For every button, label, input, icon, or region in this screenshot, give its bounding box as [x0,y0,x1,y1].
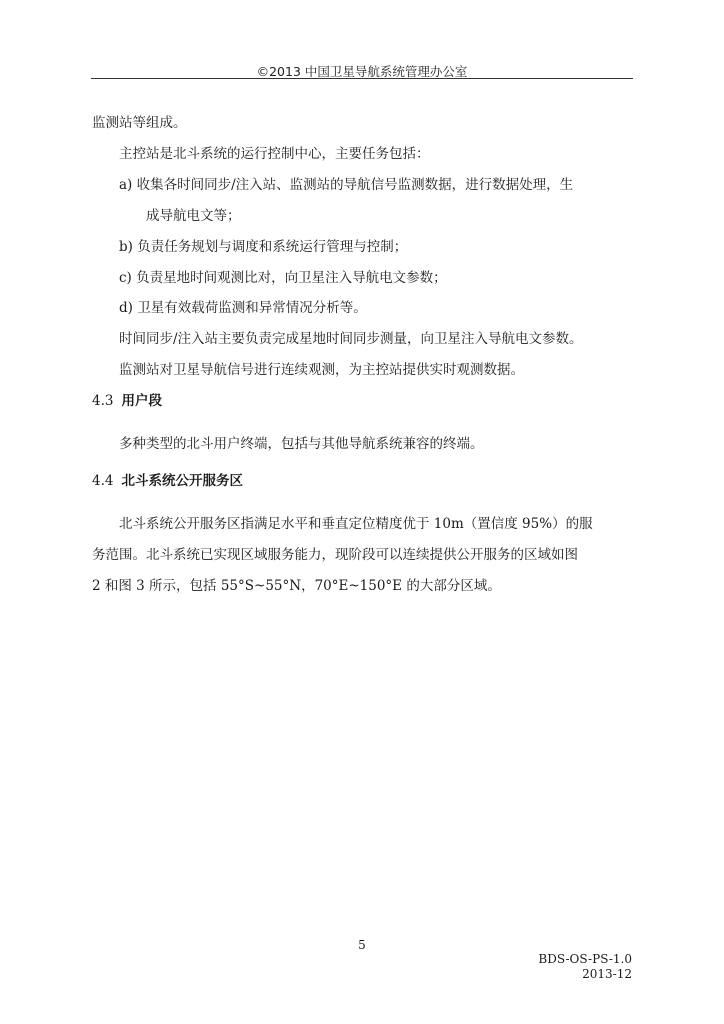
section-title: 北斗系统公开服务区 [121,473,243,489]
list-item-c: c) 负责星地时间观测比对，向卫星注入导航电文参数； [119,270,447,286]
section-title: 用户段 [121,393,162,409]
section-heading-4-4 [92,471,243,491]
page-number: 5 [358,938,366,952]
list-item-d: d) 卫星有效载荷监测和异常情况分析等。 [119,300,367,316]
page-header: ©2013 中国卫星导航系统管理办公室 [256,64,468,79]
text-line: 多种类型的北斗用户终端，包括与其他导航系统兼容的终端。 [119,436,484,452]
text-line: 监测站等组成。 [92,115,187,131]
document-date: 2013-12 [582,967,632,981]
text-line: 2 和图 3 所示，包括 55°S~55°N，70°E~150°E 的大部分区域。 [92,578,501,594]
list-item-a: a) 收集各时间同步/注入站、监测站的导航信号监测数据，进行数据处理，生 [119,177,574,193]
section-heading-4-3 [92,391,162,411]
header-rule [91,78,633,79]
text-line: 时间同步/注入站主要负责完成星地时间同步测量，向卫星注入导航电文参数。 [119,331,583,347]
list-item-a-continuation: 成导航电文等； [146,208,241,224]
document-id: BDS-OS-PS-1.0 [538,952,632,966]
section-number: 4.4 [92,473,114,489]
text-line: 北斗系统公开服务区指满足水平和垂直定位精度优于 10m（置信度 95%）的服 [119,516,593,532]
list-item-b: b) 负责任务规划与调度和系统运行管理与控制； [119,239,408,255]
text-line: 监测站对卫星导航信号进行连续观测，为主控站提供实时观测数据。 [119,362,524,378]
section-number: 4.3 [92,393,114,409]
text-line: 务范围。北斗系统已实现区域服务能力，现阶段可以连续提供公开服务的区域如图 [92,547,578,563]
text-line: 主控站是北斗系统的运行控制中心，主要任务包括： [119,146,430,162]
